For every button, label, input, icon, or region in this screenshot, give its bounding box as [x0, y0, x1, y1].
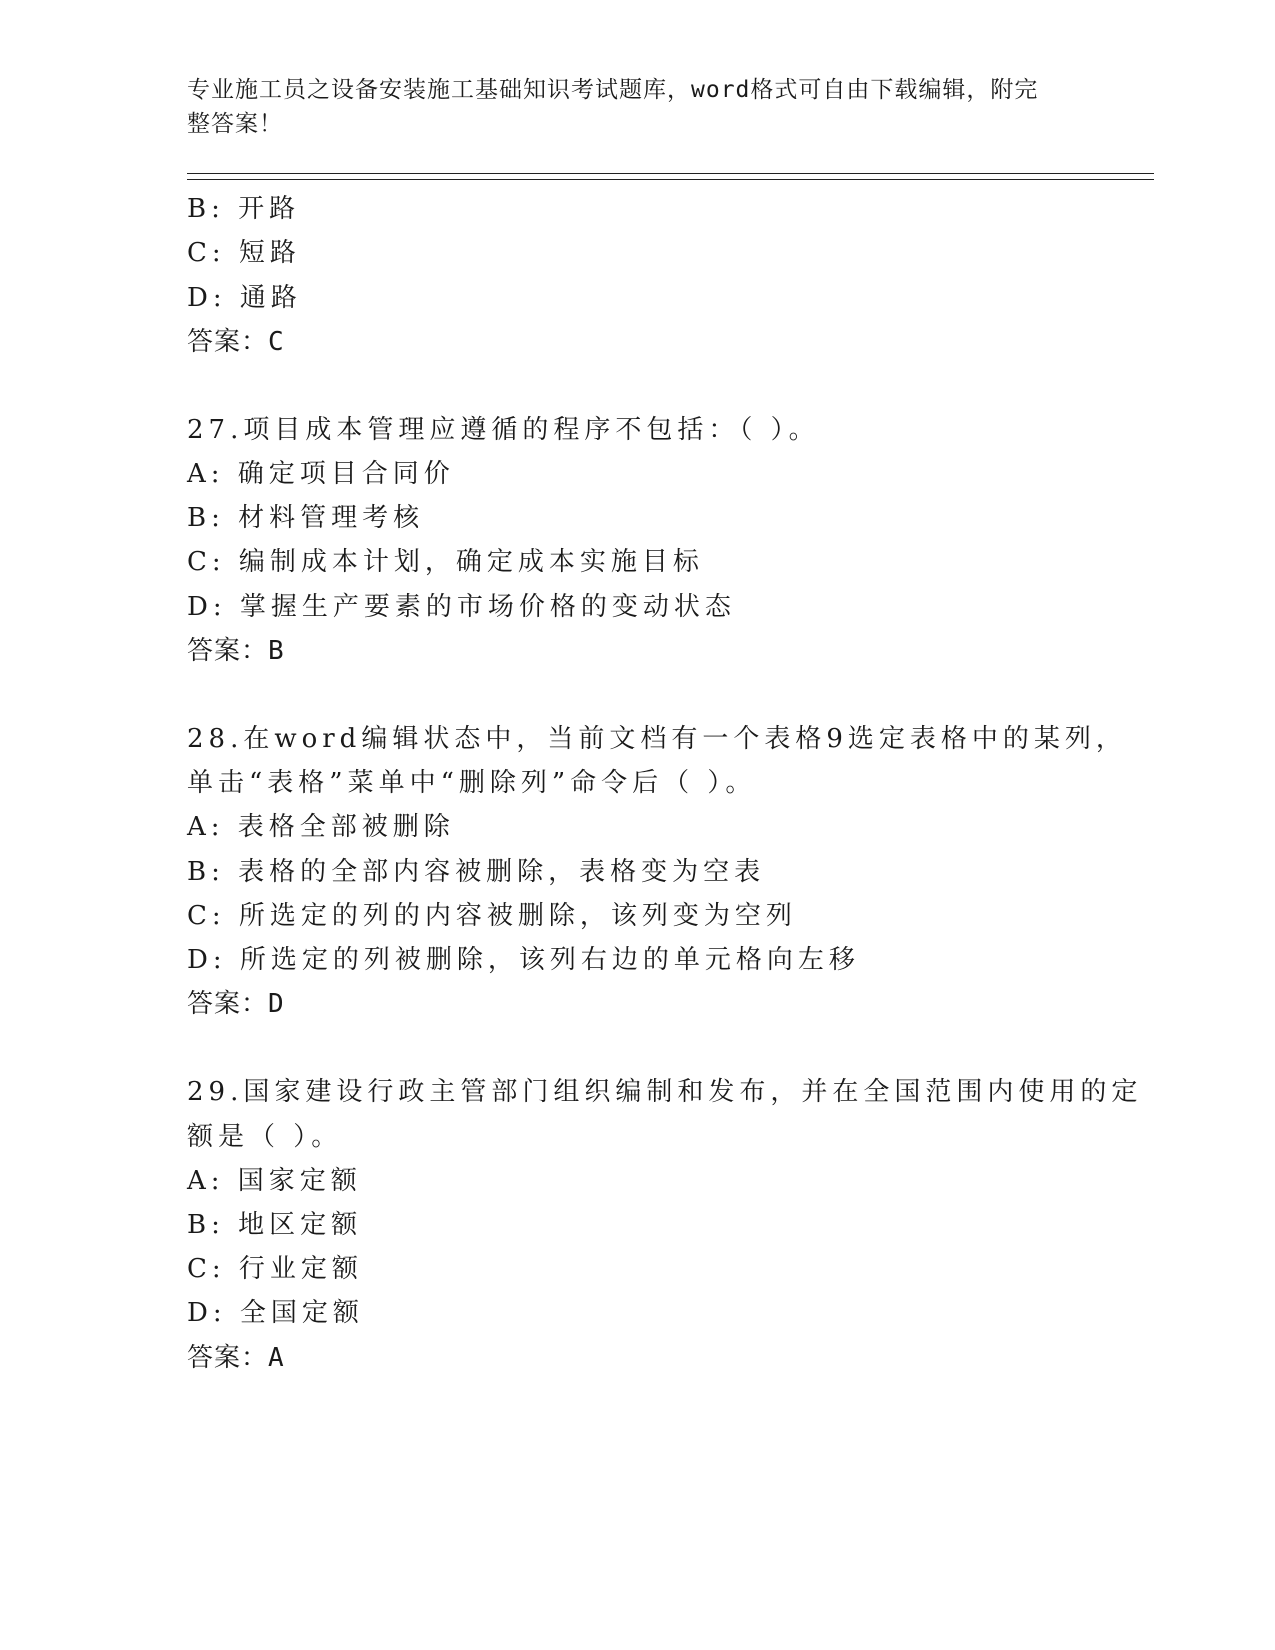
q27-option-c: C: 编制成本计划，确定成本实施目标 — [187, 547, 704, 577]
q29-stem-line-1: 29.国家建设行政主管部门组织编制和发布，并在全国范围内使用的定 — [187, 1077, 1143, 1107]
q29-option-d: D: 全国定额 — [187, 1298, 364, 1328]
q28-option-a: A: 表格全部被删除 — [187, 812, 455, 842]
q29-option-a: A: 国家定额 — [187, 1166, 362, 1196]
q28-stem-line-1: 28.在word编辑状态中，当前文档有一个表格9选定表格中的某列， — [187, 724, 1127, 754]
document-header-line-1: 专业施工员之设备安装施工基础知识考试题库，word格式可自由下载编辑，附完 — [187, 77, 1039, 103]
q28-option-d: D: 所选定的列被删除，该列右边的单元格向左移 — [187, 945, 860, 975]
q29-option-c: C: 行业定额 — [187, 1254, 363, 1284]
q27-option-b: B: 材料管理考核 — [187, 503, 425, 533]
q29-answer: 答案：A — [187, 1343, 285, 1373]
q27-answer: 答案：B — [187, 636, 285, 666]
q28-option-c: C: 所选定的列的内容被删除，该列变为空列 — [187, 901, 797, 931]
q27-option-d: D: 掌握生产要素的市场价格的变动状态 — [187, 592, 736, 622]
prev-answer: 答案：C — [187, 327, 285, 357]
q27-option-a: A: 确定项目合同价 — [187, 459, 455, 489]
q29-stem-line-2: 额是（ ）。 — [187, 1122, 343, 1152]
q27-stem: 27.项目成本管理应遵循的程序不包括：（ ）。 — [187, 415, 820, 445]
header-rule-bottom — [187, 179, 1154, 180]
prev-option-d: D: 通路 — [187, 283, 302, 313]
q29-option-b: B: 地区定额 — [187, 1210, 363, 1240]
q28-answer: 答案：D — [187, 989, 285, 1019]
q28-option-b: B: 表格的全部内容被删除，表格变为空表 — [187, 857, 766, 887]
prev-option-c: C: 短路 — [187, 238, 301, 268]
q28-stem-line-2: 单击“表格”菜单中“删除列”命令后（ ）。 — [187, 768, 757, 798]
prev-option-b: B: 开路 — [187, 194, 301, 224]
document-header-line-2: 整答案！ — [187, 111, 283, 137]
header-rule-top — [187, 173, 1154, 174]
